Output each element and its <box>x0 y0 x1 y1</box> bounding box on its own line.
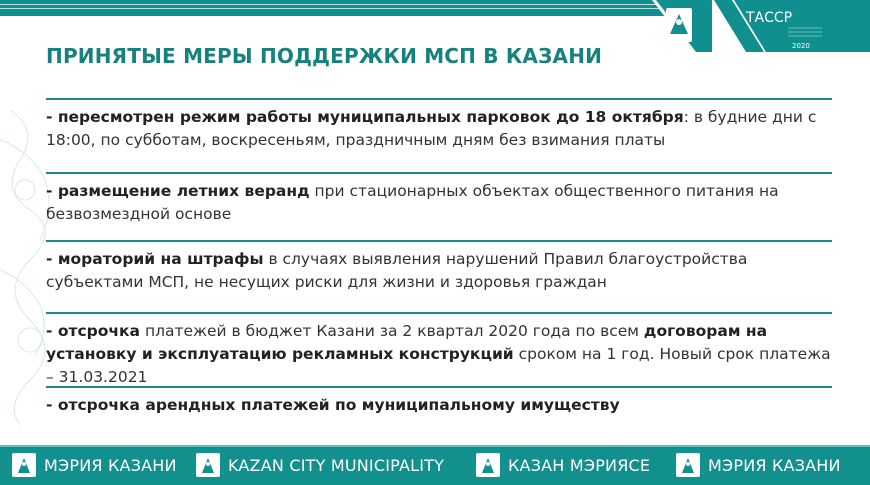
brand-year: 2020 <box>792 42 810 50</box>
list-item <box>46 172 832 226</box>
footer-label: МЭРИЯ КАЗАНИ <box>708 455 841 475</box>
item-text: в случаях выявления нарушений Правил благоустройства субъектами МСП, не несущих риски для жизни и здоровья граждан <box>46 250 748 291</box>
item-bold: - пересмотрен режим работы муниципальных парковок до 18 октября <box>46 108 684 126</box>
list-item <box>46 386 832 417</box>
footer-label: МЭРИЯ КАЗАНИ <box>44 455 177 475</box>
footer-item <box>476 451 650 479</box>
page-title: ПРИНЯТЫЕ МЕРЫ ПОДДЕРЖКИ МСП В КАЗАНИ <box>46 44 603 68</box>
item-bold: договорам на установку и эксплуатацию рекламных конструкций <box>46 322 768 363</box>
footer-item <box>676 451 841 479</box>
list-item <box>46 312 832 389</box>
list-item <box>46 98 832 152</box>
footer-item <box>196 451 444 479</box>
footer-label: KAZAN CITY MUNICIPALITY <box>228 455 445 475</box>
item-bold: - отсрочка арендных платежей по муниципальному имуществу <box>46 396 620 414</box>
footer-item <box>12 451 177 479</box>
footer-label: КАЗАН МЭРИЯСЕ <box>508 455 651 475</box>
brand-logo: ТАССР <box>746 10 793 26</box>
list-item <box>46 240 832 294</box>
item-bold: - размещение летних веранд <box>46 182 310 200</box>
kazan-emblem-icon <box>12 453 36 477</box>
item-text: платежей в бюджет Казани за 2 квартал 2020 года по всем <box>140 322 644 340</box>
item-text: сроком на 1 год. Новый срок платежа – 31.03.2021 <box>46 345 831 386</box>
item-bold: - мораторий на штрафы <box>46 250 264 268</box>
item-bold: - отсрочка <box>46 322 141 340</box>
item-text: при стационарных объектах общественного питания на безвозмездной основе <box>46 182 779 223</box>
item-text: : в будние дни с 18:00, по субботам, воскресеньям, праздничным дням без взимания платы <box>46 108 817 149</box>
footer-band <box>0 445 870 485</box>
kazan-emblem-icon <box>666 8 692 42</box>
header-corner-graphic <box>652 0 870 52</box>
footer-strip <box>0 445 870 447</box>
kazan-emblem-icon <box>476 453 500 477</box>
kazan-emblem-icon <box>676 453 700 477</box>
kazan-emblem-icon <box>196 453 220 477</box>
